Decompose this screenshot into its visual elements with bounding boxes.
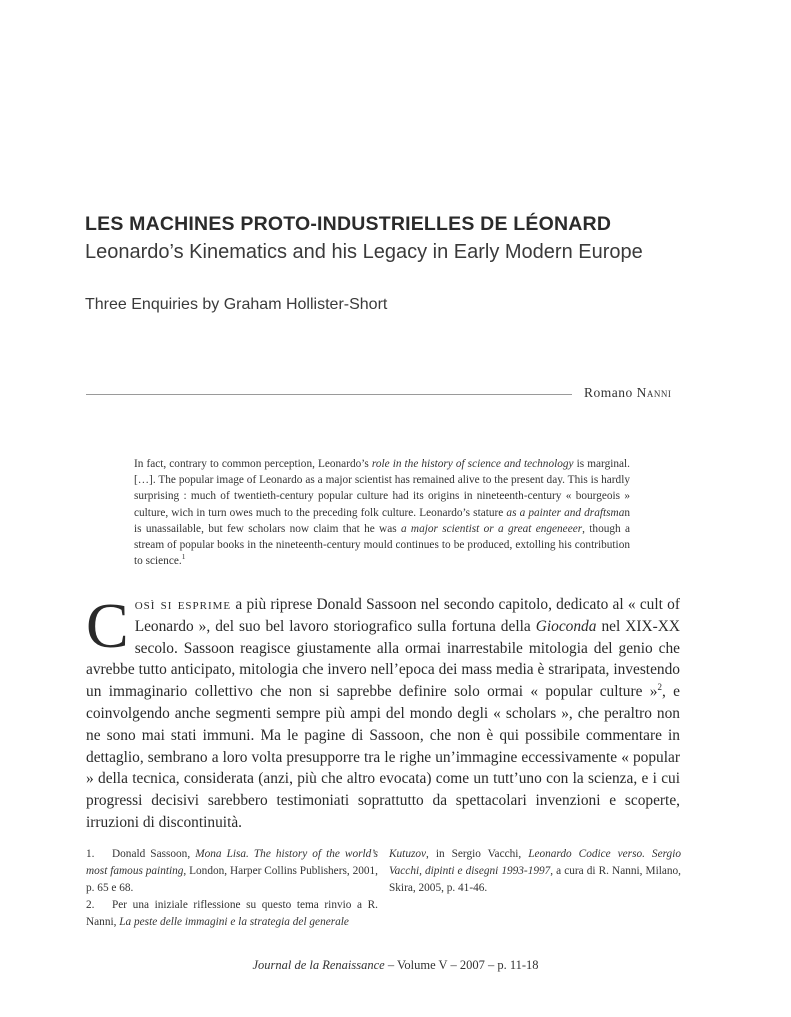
journal-name: Journal de la Renaissance bbox=[252, 958, 385, 972]
footnote-text: , in Sergio Vacchi, bbox=[426, 848, 529, 860]
quote-text: n is unassailable, but few scholars now claim that he was bbox=[134, 506, 630, 535]
author-divider-rule bbox=[86, 394, 572, 395]
drop-cap: C bbox=[86, 590, 129, 661]
journal-footer bbox=[0, 958, 791, 973]
footnote-1 bbox=[86, 846, 378, 897]
body-paragraph bbox=[86, 590, 681, 834]
footnote-ref-2: 2 bbox=[657, 682, 662, 693]
footnote-number: 1. bbox=[86, 848, 95, 860]
author-last-name: Nanni bbox=[636, 385, 672, 400]
body-text: a più riprese Donald Sassoon nel secondo capitolo, dedicato al « cult of Leonardo », del suo bel lavoro storiografico sulla fortuna della bbox=[134, 596, 681, 635]
footnote-number: 2. bbox=[86, 899, 95, 911]
footnote-text: Per una iniziale riflessione su questo tema rinvio a R. Nanni, bbox=[86, 899, 378, 928]
body-text: nel XIX-XX secolo. Sassoon reagisce giustamente alla ormai inarrestabile mitologia del genio che avrebbe tutto anticipato, mitologia che invero nell’epoca dei mass media è straripata, investendo un immaginario collettivo che non si saprebbe definire solo ormai « popular culture » bbox=[86, 617, 680, 701]
footnote-italic: Kutuzov bbox=[389, 848, 427, 860]
footnote-italic: Leonardo Codice verso. Sergio Vacchi, dipinti e disegni 1993-1997 bbox=[389, 848, 681, 877]
body-text: , e coinvolgendo anche segmenti sempre più ampi del mondo degli « scholars », che peraltro non ne sono mai stati immuni. Ma le pagine di Sassoon, che non è qui possibile commentare in dettaglio, sembrano a loro volta presupporre tra le righe un’immagine eccessivamente « popular » della tecnica, considerata (anzi, più che altro evocata) come un tutt’uno con la scienza, e i cui progressi decisivi sarebbero testimoniati soprattutto da spettacolari invenzioni e scoperte, irruzioni di discontinuità. bbox=[86, 683, 680, 831]
article-enquiries-line: Three Enquiries by Graham Hollister-Short bbox=[85, 296, 388, 313]
footnote-2 bbox=[86, 897, 378, 931]
quote-italic: role in the history of science and technology bbox=[371, 458, 574, 470]
footnote-italic: Mona Lisa. The history of the world’s most famous painting bbox=[86, 848, 379, 877]
footnote-2-continued bbox=[389, 846, 681, 897]
quote-italic: a major scientist or a great engeneeer bbox=[400, 522, 583, 535]
quote-text: , though a stream of popular books in the nineteenth-century mould continues to be produced, extolling his contribution to science. bbox=[134, 522, 630, 568]
journal-details: – Volume V – 2007 – p. 11-18 bbox=[384, 958, 539, 972]
author-first-name: Romano bbox=[584, 385, 633, 400]
footnotes-left-column bbox=[86, 846, 378, 931]
footnotes-right-column bbox=[389, 846, 681, 897]
body-italic: Gioconda bbox=[535, 617, 597, 635]
footnote-ref-1: 1 bbox=[181, 552, 186, 562]
opening-small-caps: osì si esprime bbox=[134, 596, 232, 613]
article-subtitle: Leonardo’s Kinematics and his Legacy in Early Modern Europe bbox=[85, 241, 643, 263]
quote-text: In fact, contrary to common perception, Leonardo’s bbox=[134, 458, 372, 470]
footnote-text: , London, Harper Collins Publishers, 2001, p. 65 e 68. bbox=[86, 865, 378, 894]
quote-text: is marginal. […]. The popular image of Leonardo as a major scientist has remained alive to the present day. This is hardly surprising : much of twentieth-century popular culture had its origins in nineteenth-century « bourgeois » culture, wich in turn owes much to the preceding folk culture. Leonardo’s stature bbox=[134, 458, 630, 519]
epigraph-quote bbox=[134, 456, 630, 569]
footnote-italic: La peste delle immagini e la strategia del generale bbox=[119, 916, 349, 928]
footnote-text: , a cura di R. Nanni, Milano, Skira, 2005, p. 41-46. bbox=[389, 865, 681, 894]
article-title: LES MACHINES PROTO-INDUSTRIELLES DE LÉONARD bbox=[85, 213, 612, 235]
quote-italic: as a painter and draftsma bbox=[506, 506, 625, 519]
author-name bbox=[584, 385, 671, 401]
footnote-text: Donald Sassoon, bbox=[112, 848, 196, 860]
